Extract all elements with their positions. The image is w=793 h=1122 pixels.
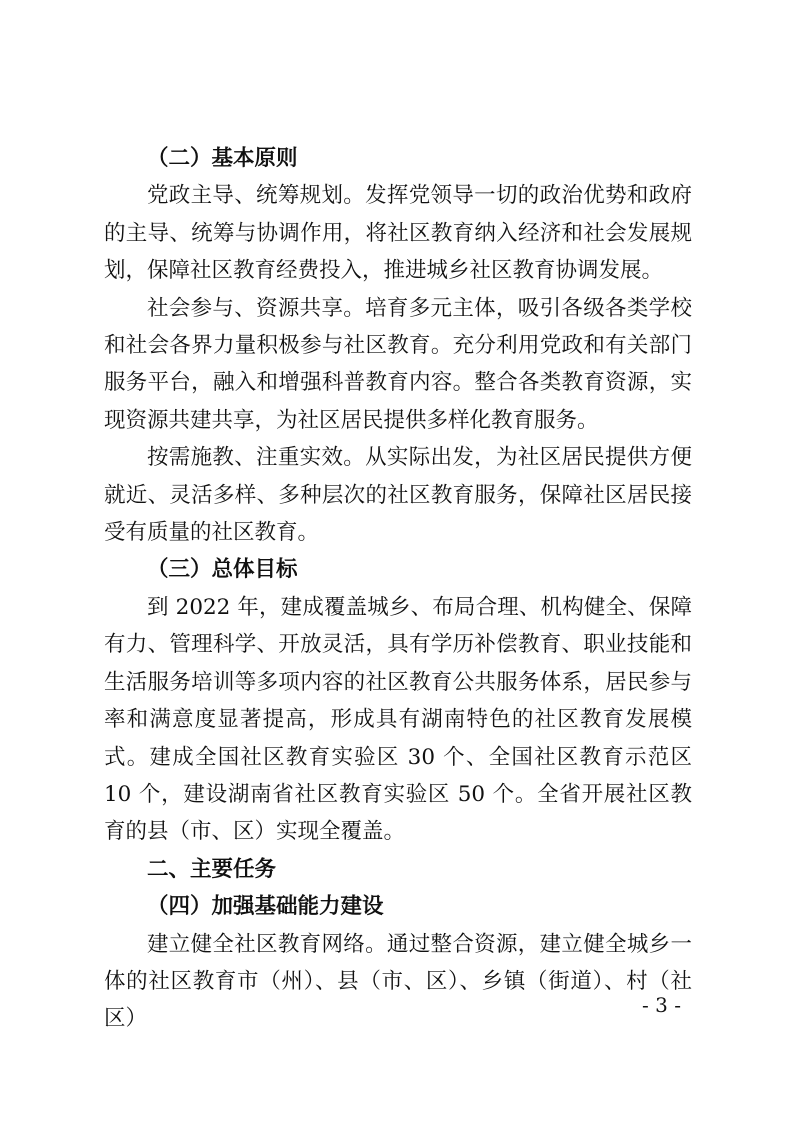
- section-title-main-tasks: 二、主要任务: [147, 856, 277, 882]
- heading-strengthen-capacity: （四）加强基础能力建设: [147, 894, 384, 920]
- heading-basic-principles: （二）基本原则: [147, 146, 298, 171]
- paragraph-community-network: 建立健全社区教育网络。通过整合资源，建立健全城乡一体的社区教育市（州）、县（市、区）、乡镇（街道）、村（社区）: [104, 931, 692, 1032]
- paragraph-principle-party-leadership: 党政主导、统筹规划。发挥党领导一切的政治优势和政府的主导、统筹与协调作用，将社区教育纳入经济和社会发展规划，保障社区教育经费投入，推进城乡社区教育协调发展。: [104, 183, 692, 284]
- paragraph-overall-goals: 到 2022 年，建成覆盖城乡、布局合理、机构健全、保障有力、管理科学、开放灵活，具有学历补偿教育、职业技能和生活服务培训等多项内容的社区教育公共服务体系，居民参与率和满意度显著提高，形成具有湖南特色的社区教育发展模式。建成全国社区教育实验区 30 个、全国社区教育示范区 10 个，建设湖南省社区教育实验区 50 个。全省开展社区教育的县（市、区）实现全覆盖。: [104, 594, 692, 845]
- paragraph-principle-social-participation: 社会参与、资源共享。培育多元主体，吸引各级各类学校和社会各界力量积极参与社区教育。充分利用党政和有关部门服务平台，融入和增强科普教育内容。整合各类教育资源，实现资源共建共享，为社区居民提供多样化教育服务。: [104, 295, 692, 433]
- page-number: - 3 -: [642, 993, 681, 1017]
- paragraph-principle-on-demand: 按需施教、注重实效。从实际出发，为社区居民提供方便就近、灵活多样、多种层次的社区教育服务，保障社区居民接受有质量的社区教育。: [104, 445, 692, 546]
- heading-overall-goals: （三）总体目标: [147, 557, 298, 583]
- document-body: [104, 140, 692, 1038]
